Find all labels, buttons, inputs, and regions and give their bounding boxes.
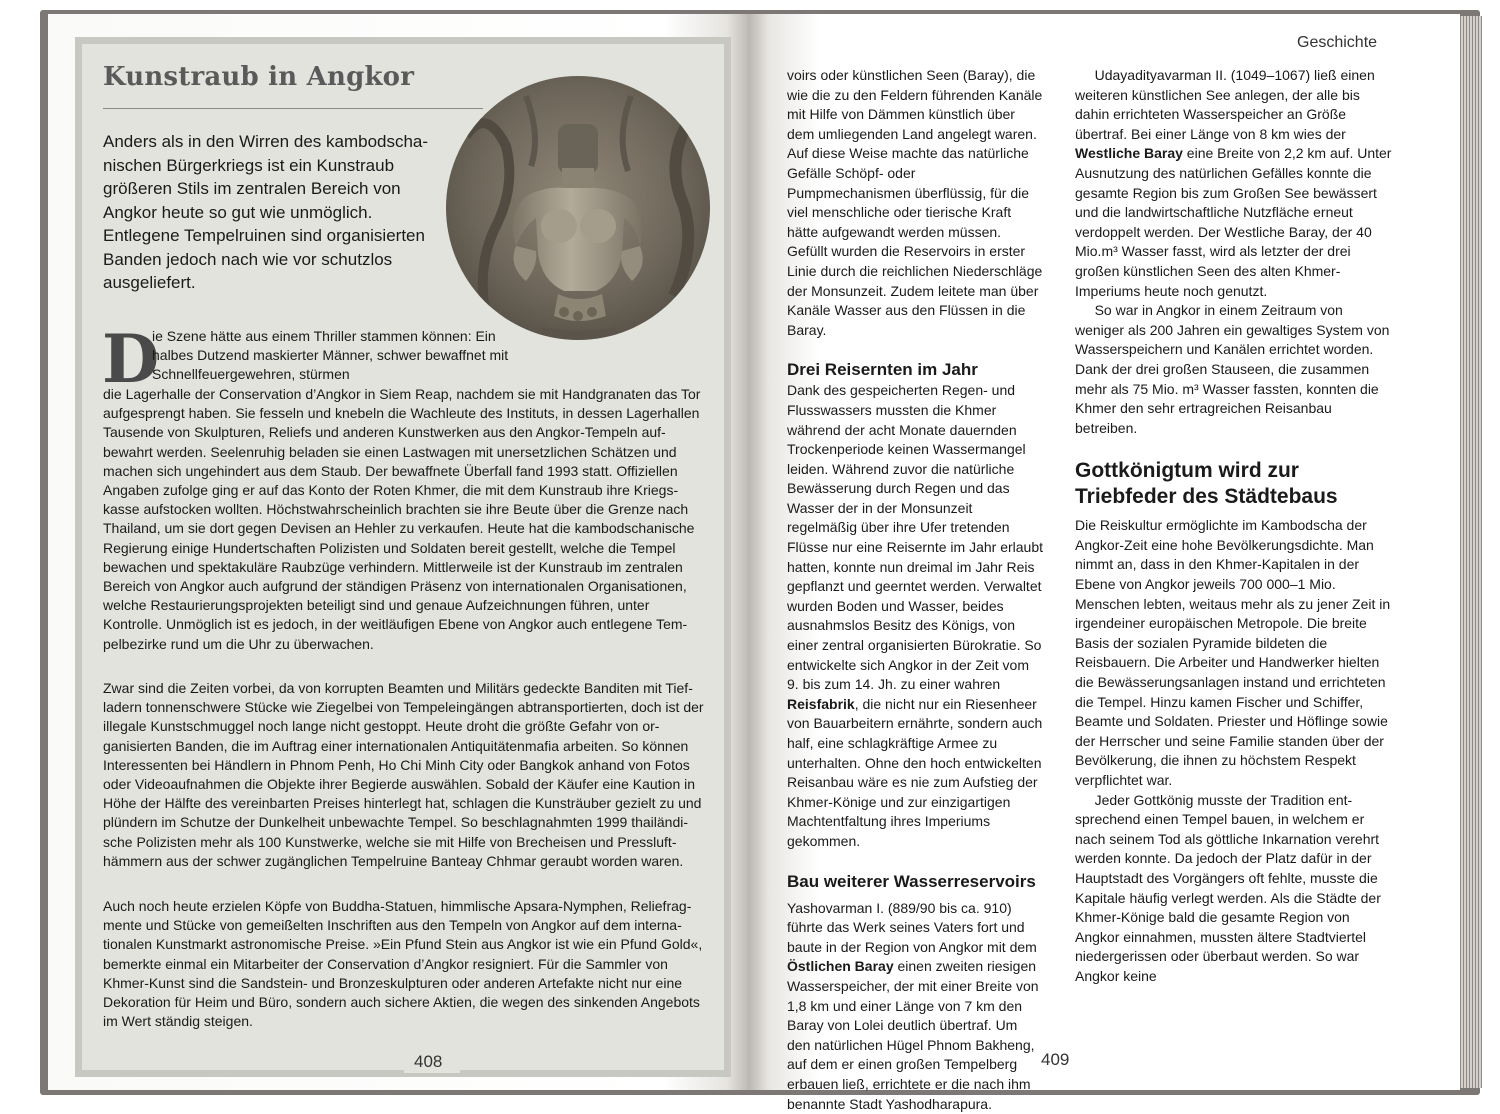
col1-subheading-2: Bau weiterer Wasserreservoirs bbox=[787, 871, 1036, 891]
col1-paragraph-2 bbox=[787, 381, 1043, 851]
drop-cap: D bbox=[102, 320, 160, 398]
col2-p1-text-a: Udayadityavarman II. (1049–1067) ließ einen weiteren künstlichen See anlegen, der alle bis dahin errichteten Wasserspeicher an Größe übertraf. Bei einer Länge von 8 km wies der bbox=[1075, 67, 1375, 142]
keyword-reisfabrik: Reisfabrik bbox=[787, 695, 855, 712]
box-title: Kunstraub in Angkor bbox=[103, 62, 415, 92]
page-edges bbox=[1458, 16, 1482, 1088]
apsara-relief-image bbox=[446, 76, 710, 340]
running-head: Geschichte bbox=[1297, 34, 1378, 51]
col2-paragraph-2: So war in Angkor in einem Zeitraum von weniger als 200 Jahren ein gewaltiges System von Wasserspeichern und Kanälen errichtet worden. Dank der drei großen Stauseen, die zusammen mehr als 75 Mio. m³ Wasser fassten, konnten die Khmer den sehr ertragreichen Reisanbau betreiben. bbox=[1075, 302, 1390, 436]
paragraph-3: Auch noch heute erzielen Köpfe von Buddha-Statuen, himmlische Apsara-Nymphen, Reliefragmente und Stücke von gemeißelten Inschriften aus den Tempeln von Angkor auf dem internationalen Kunstmarkt astronomische Preise. »Ein Pfund Stein aus Angkor ist wie ein Pfund Gold«, bemerkte einmal ein Mitarbeiter der Conservation d’Angkor resigniert. Für die Sammler von Khmer-Kunst sind die Sandstein- und Bronzeskulpturen oder anderen Artefakte nicht nur eine Dekoration für Heim und Büro, sondern auch sichere Aktien, die wegen des sinkenden Angebots im Wert ständig steigen. bbox=[103, 898, 703, 1030]
col1-p2-text-a: Dank des gespeicherten Regen- und Flusswassers mussten die Khmer während der acht Monate dauernden Trockenperiode keinen Wassermangel leiden. Während zuvor die natürliche Bewässerung durch Regen und das Wasser der in der Monsunzeit regelmäßig über ihre Ufer tretenden Flüsse nur eine Reisernte im Jahr erlaubt hatten, konnte nun dreimal im Jahr Reis gepflanzt und geerntet werden. Verwaltet wurden Boden und Wasser, beides ausnahmslos Besitz des Königs, von einer zentral organisierten Bürokratie. So entwickelte sich Angkor in der Zeit vom 9. bis zum 14. Jh. zu einer wahren bbox=[787, 382, 1044, 693]
col2-paragraph-4: Jeder Gottkönig musste der Tradition entsprechend einen Tempel bauen, in welchem er nach seinem Tod als göttliche Inkarnation verehrt werden konnte. Da jedoch der Platz dafür in der Hauptstadt des Vorgängers oft fehlte, musste die Kapitale häufig verlegt werden. Als die Städte der Khmer-Könige bald die gesamte Region von Angkor einnahmen, mussten ältere Stadtviertel niedergerissen oder überbaut werden. So war Angkor keine bbox=[1075, 791, 1381, 984]
col2-paragraph-3: Die Reiskultur ermöglichte im Kambodscha der Angkor-Zeit eine hohe Bevölkerungsdichte. Man nimmt an, dass in den Khmer-Kapitalen in der Ebene von Angkor jeweils 700 000–1 Mio. Menschen lebten, weitaus mehr als zu jener Zeit in irgendeiner europäischen Metropole. Die breite Basis der sozialen Pyramide bildeten die Reisbauern. Die Arbeiter und Handwerker hielten die Bewässerungsanlagen instand und errichteten die Tempel. Hinzu kamen Fischer und Schiffer, Beamte und Soldaten. Priester und Höflinge sowie der Herrscher und seine Familie standen über der Bevölkerung, die ihnen zu höchstem Respekt verpflichtet war. bbox=[1075, 517, 1391, 788]
right-column-1 bbox=[787, 66, 1043, 1114]
paragraph-1-start: ie Szene hätte aus einem Thriller stammen können: Ein halbes Dutzend maskierter Männer, schwer bewaffnet mit Schnellfeuergewehren, stürmen bbox=[152, 328, 509, 383]
keyword-westliche-baray: Westliche Baray bbox=[1075, 145, 1183, 162]
title-rule bbox=[103, 108, 483, 109]
col2-paragraph-1 bbox=[1075, 66, 1395, 301]
page-number-right: 409 bbox=[1041, 1050, 1070, 1069]
col2-p1-text-b: eine Breite von 2,2 km auf. Unter Ausnutzung des natürlichen Gefälles konnte die gesamte Region bis zum Großen See bewässert und die landwirtschaftliche Nutzfläche erneut verdoppelt werden. Der Westliche Baray, der 40 Mio.m³ Wasser fasst, wird als letzter der drei großen künstlichen Seen des alten Khmer-Imperiums heute noch genutzt. bbox=[1075, 145, 1392, 299]
apsara-relief-illustration bbox=[446, 76, 710, 340]
keyword-oestlichen-baray: Östlichen Baray bbox=[787, 958, 894, 975]
box-intro: Anders als in den Wirren des kambodschanischen Bürgerkriegs ist ein Kunstraub größeren Stils im zentralen Bereich von Angkor heute so gut wie unmöglich. Entlegene Tempelruinen sind organisierten Banden jedoch nach wie vor schutzlos ausgeliefert. bbox=[103, 132, 429, 292]
paragraph-1: die Lagerhalle der Conservation d’Angkor in Siem Reap, nachdem sie mit Handgranaten das Tor aufgesprengt haben. Sie fesseln und knebeln die Wachleute des Instituts, in dessen Lagerhallen Tausende von Skulpturen, Reliefs und anderen Kunstwerken aus den Angkor-Tempeln aufbewahrt werden. Seelenruhig beladen sie einen Lastwagen mit unersetzlichen Schätzen und machen sich ungehindert aus dem Staub. Der bewaffnete Überfall fand 1993 statt. Offiziellen Angaben zufolge ging er auf das Konto der Roten Khmer, die mit dem Kunstraub ihre Kriegskasse aufstocken wollten. Höchstwahrscheinlich brachten sie ihre Beute über die Grenze nach Thailand, um sie dort gegen Devisen an Hehler zu verkaufen. Heute hat die kambodschanische Regierung einige Hundertschaften Polizisten und Soldaten bereit gestellt, welche die Tempel bewachen und spektakuläre Raubzüge verhindern. Mittlerweile ist der Kunstraub im zentralen Bereich von Angkor auch aufgrund der ständigen Präsenz von internationalen Organisationen, welche Restaurierungsprojekten beteiligt sind und genaue Aufzeichnungen führen, unter Kontrolle. Unmöglich ist es jedoch, in der weitläufigen Ebene von Angkor auch entlegene Tempelbezirke rund um die Uhr zu überwachen. bbox=[103, 386, 701, 652]
col2-section-heading: Gottkönigtum wird zur Triebfeder des Städtebaus bbox=[1075, 459, 1338, 509]
col1-p2-text-b: , die nicht nur ein Riesenheer von Bauarbeitern ernährte, sondern auch half, eine schlagkräftige Armee zu unterhalten. Ohne den hoch entwickelten Reisanbau wäre es nie zum Aufstieg der Khmer-Könige und zur einzigartigen Machtentfaltung ihres Imperiums gekommen. bbox=[787, 695, 1043, 849]
col1-p3-text-b: einen zweiten riesigen Wasserspeicher, der mit einer Breite von 1,8 km und einer Länge von 7 km den Baray von Lolei deutlich übertraf. Um den natürlichen Hügel Phnom Bakheng, auf dem er einen großen Tempelberg erbauen ließ, errichtete er die nach ihm benannte Stadt Yashodharapura. bbox=[787, 958, 1039, 1112]
col1-paragraph-1: voirs oder künstlichen Seen (Baray), die wie die zu den Feldern führenden Kanäle mit Hilfe von Dämmen künstlich über dem umliegenden Land angelegt waren. Auf diese Weise machte das natürliche Gefälle Schöpf- oder Pumpmechanismen überflüssig, für die viel menschliche oder tierische Kraft hätte aufgewandt werden müssen. Gefüllt wurden die Reservoirs in erster Linie durch die reichlichen Niederschläge der Monsunzeit. Zudem leitete man über Kanäle Wasser aus den Flüssen in die Baray. bbox=[787, 67, 1043, 338]
col1-p3-text-a: Yashovarman I. (889/90 bis ca. 910) führte das Werk seines Vaters fort und baute in der Region von Angkor mit dem bbox=[787, 899, 1037, 955]
right-column-2 bbox=[1075, 66, 1395, 987]
paragraph-2: Zwar sind die Zeiten vorbei, da von korrupten Beamten und Militärs gedeckte Banditen mit Tiefladern tonnenschwere Stücke wie Ziegelbei von Tempeleingängen abtransportierten, doch ist der illegale Kunstschmuggel noch lange nicht gestoppt. Heute droht die größte Gefahr von organisierten Banden, die im Auftrag einer internationalen Antiquitätenmafia arbeiten. So können Interessenten bei Händlern in Phnom Penh, Ho Chi Minh City oder Bangkok anhand von Fotos oder Videoaufnahmen die Objekte ihrer Begierde auswählen. Sobald der Käufer eine Kaution in Höhe der Hälfte des vereinbarten Preises hinterlegt hat, schlagen die Kunsträuber gezielt zu und plündern im Schutze der Dunkelheit unbewachte Tempel. So beschlagnahmten 1999 thailändische Polizisten mehr als 100 Kunstwerke, welche sie mit Hilfe von Brecheisen und Presslufthämmern aus der schwer zugänglichen Tempelruine Banteay Chhmar geraubt worden waren. bbox=[103, 680, 704, 869]
col1-subheading-1: Drei Reisernten im Jahr bbox=[787, 360, 978, 380]
col1-paragraph-3 bbox=[787, 899, 1043, 1114]
page-number-left: 408 bbox=[414, 1052, 443, 1071]
